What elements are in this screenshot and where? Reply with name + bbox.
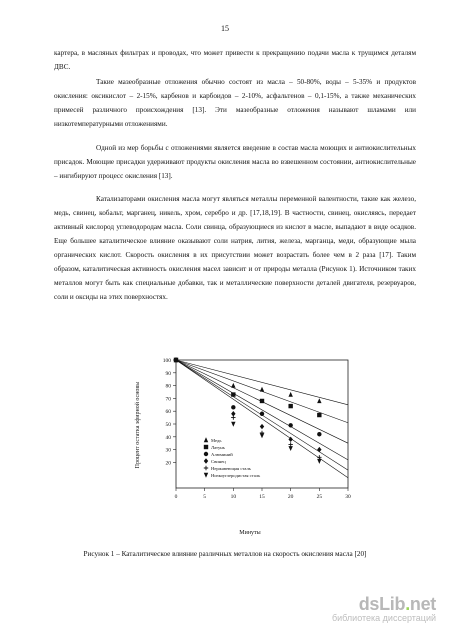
legend-marker-0 bbox=[204, 437, 208, 442]
fit-line-2 bbox=[176, 360, 348, 443]
fit-line-0 bbox=[176, 360, 348, 405]
paragraph-3 bbox=[54, 141, 416, 183]
y-tick-label-7: 90 bbox=[165, 370, 171, 377]
paragraph-1 bbox=[54, 46, 416, 74]
data-point-5-3 bbox=[288, 446, 292, 451]
legend-label-1: Латунь bbox=[211, 444, 225, 450]
y-tick-label-2: 40 bbox=[165, 434, 171, 441]
page-number: 15 bbox=[221, 24, 229, 33]
x-tick-label-4: 20 bbox=[287, 494, 294, 500]
paragraph-1-text: картера, в масляных фильтрах и проводах, что может привести к прекращению подачи масла к трущимся деталям ДВС. bbox=[54, 49, 416, 71]
x-axis-label: Минуты bbox=[239, 530, 261, 536]
data-point-4-3 bbox=[288, 442, 292, 446]
y-tick-label-3: 50 bbox=[165, 422, 171, 428]
x-tick-label-2: 10 bbox=[230, 494, 237, 500]
figure-caption: Рисунок 1 – Каталитическое влияние различных металлов на скорость окисления масла [20] bbox=[83, 550, 367, 558]
watermark bbox=[332, 594, 436, 623]
fit-line-3 bbox=[176, 360, 348, 460]
watermark-logo-dot: . bbox=[405, 594, 410, 614]
x-tick-label-0: 0 bbox=[174, 494, 178, 500]
data-point-0-4 bbox=[317, 398, 321, 403]
data-point-4-1 bbox=[231, 415, 235, 419]
legend-label-2: Алюминий bbox=[211, 451, 233, 457]
paragraph-4 bbox=[54, 192, 416, 304]
legend-marker-3 bbox=[204, 458, 208, 463]
fit-line-4 bbox=[176, 360, 348, 470]
data-point-0-3 bbox=[288, 392, 292, 397]
paragraph-4-text: Катализаторами окисления масла могут являться металлы переменной валентности, такие как железо, медь, свинец, кобальт, марганец, никель, хром, серебро и др. [17,18,19]. В частности, свинец, окисляясь, передает активный кислород углеводородам масла. Соли свинца, образующиеся из кислот в масле, выпадают в виде осадков. Еще большее каталитическое влияние оказывают соли натрия, лития, железа, марганца, меди, образующие мыла органических кислот. Скорость окисления в их присутствии может возрастать более чем в 2 раза [17]. Таким образом, каталитическая активность окисления масел зависит и от природы металла (Рисунок 1). Источником таких металлов могут быть как специальные добавки, так и металлические поверхности деталей двигателя, резервуаров, соли и оксиды на этих поверхностях. bbox=[54, 195, 416, 301]
legend-marker-2 bbox=[204, 452, 208, 456]
y-tick-label-1: 30 bbox=[165, 447, 171, 454]
paragraph-2-text: Такие мазеобразные отложения обычно состоят из масла – 50-80%, воды – 5-35% и продуктов окисления: оксикислот – 2-15%, карбенов и карбоидов – 2-10%, асфальтенов – 0,1-15%, а также механических примесей различного происхождения [13]. Эти мазеобразные отложения называют шламами или низкотемпературными отложениями. bbox=[54, 78, 416, 128]
watermark-logo-tld: net bbox=[409, 594, 436, 614]
paragraph-2 bbox=[54, 75, 416, 131]
fit-line-5 bbox=[176, 360, 348, 478]
legend-label-4: Нержавеющая сталь bbox=[211, 465, 251, 471]
y-tick-label-8: 100 bbox=[162, 358, 171, 364]
legend-marker-1 bbox=[204, 445, 208, 449]
y-tick-label-0: 20 bbox=[165, 460, 171, 467]
y-axis-label: Процент остатка эфирной основы bbox=[135, 381, 141, 469]
x-tick-label-3: 15 bbox=[259, 494, 265, 500]
legend-label-0: Медь bbox=[211, 437, 222, 443]
watermark-logo-main: dsLib bbox=[358, 594, 406, 614]
y-tick-label-5: 70 bbox=[165, 396, 171, 403]
data-point-3-2 bbox=[260, 424, 264, 429]
data-point-5-4 bbox=[317, 459, 321, 464]
legend-marker-5 bbox=[204, 473, 208, 478]
data-point-2-4 bbox=[317, 432, 321, 436]
data-point-1-4 bbox=[317, 413, 321, 417]
data-point-1-3 bbox=[288, 404, 292, 408]
oxidation-chart bbox=[140, 352, 360, 517]
y-tick-label-6: 80 bbox=[165, 383, 171, 390]
x-tick-label-5: 25 bbox=[316, 494, 323, 500]
data-point-5-1 bbox=[231, 422, 235, 427]
legend-label-3: Свинец bbox=[211, 458, 226, 464]
paragraph-3-text: Одной из мер борьбы с отложениями является введение в состав масла моющих и антиокислительных присадок. Моющие присадки удерживают продукты окисления масла во взвешенном состоянии, антиокислительные – ингибируют процесс окисления [13]. bbox=[54, 144, 416, 180]
data-point-5-2 bbox=[260, 433, 264, 438]
x-tick-label-1: 5 bbox=[203, 494, 207, 500]
legend-marker-4 bbox=[204, 466, 208, 470]
legend-label-5: Низкоуглеродистая сталь bbox=[211, 472, 261, 478]
data-point-2-1 bbox=[231, 405, 235, 409]
watermark-logo bbox=[332, 594, 436, 615]
watermark-subtitle: библиотека диссертаций bbox=[331, 613, 436, 623]
y-tick-label-4: 60 bbox=[165, 409, 171, 416]
x-tick-label-6: 30 bbox=[345, 494, 351, 500]
